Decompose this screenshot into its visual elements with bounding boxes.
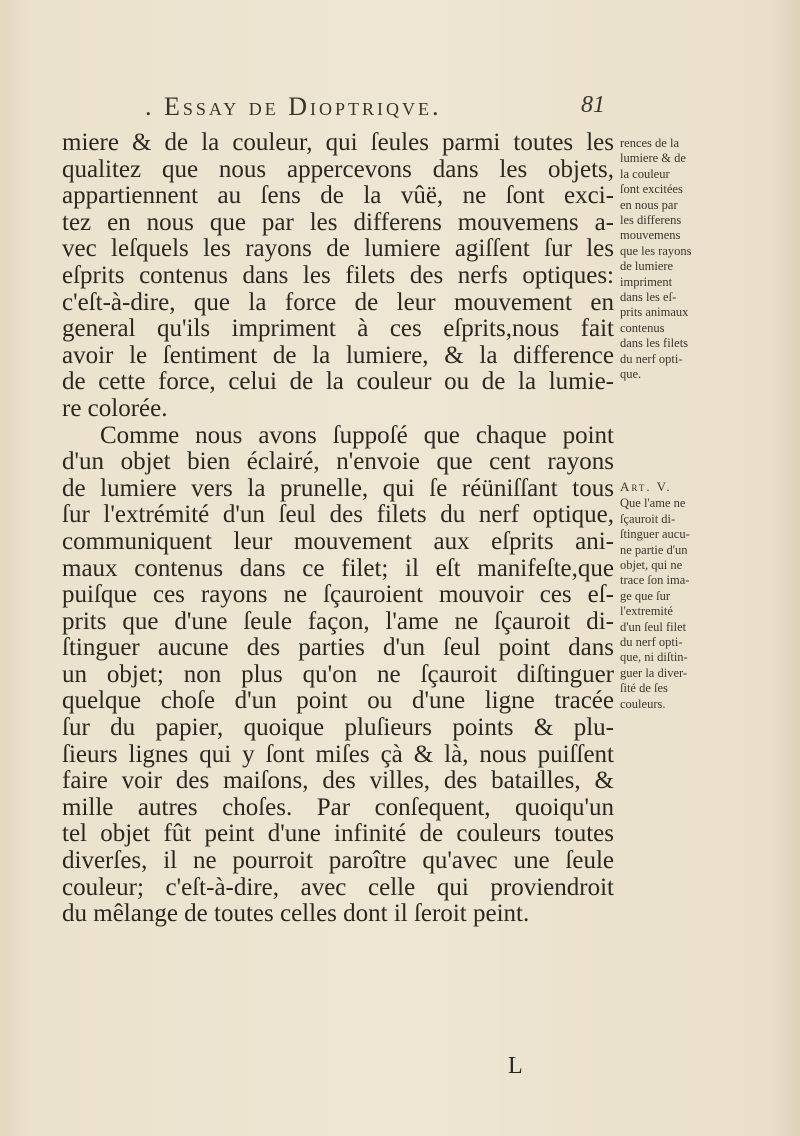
text-line: maux contenus dans ce filet; il eſt manifeſte,que	[62, 554, 614, 582]
text-line: tez en nous que par les differens mouvemens a-	[62, 208, 614, 236]
margin-note-line: que, ni diſtin-	[620, 650, 688, 665]
margin-note-line: dans les filets	[620, 336, 689, 351]
text-line: de lumiere vers la prunelle, qui ſe réüniſſant tous	[62, 474, 614, 502]
margin-note-line: impriment	[620, 274, 673, 289]
text-line: communiquent leur mouvement aux eſprits ani-	[62, 527, 614, 555]
margin-note-line: mouvemens	[620, 228, 681, 243]
text-line: qualitez que nous appercevons dans les objets,	[62, 155, 614, 183]
margin-note-line: ge que ſur	[620, 588, 670, 603]
text-line: miere & de la couleur, qui ſeules parmi toutes les	[62, 129, 614, 156]
signature-mark: L	[508, 1053, 523, 1079]
paragraph-start-line: Comme nous avons ſuppoſé que chaque point	[100, 421, 614, 449]
text-line: puiſque ces rayons ne ſçauroient mouvoir ces eſ-	[62, 581, 614, 609]
text-line: tel objet fût peint d'une infinité de couleurs toutes	[62, 820, 614, 848]
margin-note-line: lumiere & de	[620, 151, 686, 166]
text-line: un objet; non plus qu'on ne ſçauroit diſtinguer	[62, 660, 614, 688]
margin-note-line: du nerf opti-	[620, 635, 683, 650]
margin-note-line: ſité de ſes	[620, 681, 668, 696]
margin-note-article-v	[620, 479, 710, 712]
margin-note-line: contenus	[620, 320, 665, 335]
margin-note-line: rences de la	[620, 136, 679, 150]
article-heading: Art. V.	[620, 479, 672, 494]
text-line: ſur du papier, quoique pluſieurs points & plu-	[62, 714, 614, 742]
margin-note-light-color	[620, 136, 710, 383]
margin-note-line: en nous par	[620, 197, 678, 212]
text-line: avoir le ſentiment de la lumiere, & la difference	[62, 341, 614, 369]
text-line: quelque choſe d'un point ou d'une ligne tracée	[62, 687, 614, 715]
text-line: de cette force, celui de la couleur ou de la lumie-	[62, 368, 614, 396]
page-number: 81	[581, 92, 605, 118]
margin-note-line: guer la diver-	[620, 665, 688, 680]
margin-note-line: couleurs.	[620, 696, 666, 711]
margin-note-line: l'extremité	[620, 604, 673, 619]
text-line: du mêlange de toutes celles dont il ſeroit peint.	[62, 900, 530, 928]
margin-note-line: du nerf opti-	[620, 351, 683, 366]
margin-note-line: ne partie d'un	[620, 542, 688, 557]
main-text-block	[62, 130, 614, 928]
margin-note-line: prits animaux	[620, 305, 689, 320]
text-line: ſur l'extrémité d'un ſeul des filets du nerf optique,	[62, 501, 614, 529]
running-title: . Essay de Dioptriqve.	[145, 92, 442, 121]
margin-note-line: ſtinguer aucu-	[620, 527, 690, 542]
margin-note-line: de lumiere	[620, 259, 674, 274]
text-line: appartiennent au ſens de la vûë, ne ſont exci-	[62, 182, 614, 210]
margin-note-line: d'un ſeul filet	[620, 619, 687, 634]
text-line: faire voir des maiſons, des villes, des batailles, &	[62, 767, 614, 795]
text-line: couleur; c'eſt-à-dire, avec celle qui proviendroit	[62, 873, 614, 901]
text-line: ſtinguer aucune des parties d'un ſeul point dans	[62, 634, 614, 662]
margin-note-line: Que l'ame ne	[620, 496, 686, 511]
margin-note-line: objet, qui ne	[620, 558, 683, 573]
margin-note-line: que.	[620, 367, 642, 382]
text-line: general qu'ils impriment à ces eſprits,nous fait	[62, 315, 614, 343]
text-line: c'eſt-à-dire, que la force de leur mouvement en	[62, 288, 614, 316]
page-header	[145, 92, 605, 126]
text-line: eſprits contenus dans les filets des nerfs optiques:	[62, 261, 614, 289]
margin-note-line: ſont excitées	[620, 182, 683, 197]
margin-note-line: trace ſon ima-	[620, 573, 690, 588]
text-line: diverſes, il ne pourroit paroître qu'avec une ſeule	[62, 847, 614, 875]
margin-note-line: que les rayons	[620, 243, 692, 258]
margin-note-line: les differens	[620, 213, 682, 228]
text-line: re colorée.	[62, 394, 168, 422]
margin-note-line: ſçauroit di-	[620, 511, 676, 526]
text-line: mille autres choſes. Par conſequent, quoiqu'un	[62, 793, 614, 821]
text-line: ſieurs lignes qui y ſont miſes çà & là, nous puiſſent	[62, 740, 614, 768]
text-line: prits que d'une ſeule façon, l'ame ne ſçauroit di-	[62, 607, 614, 635]
margin-note-line: dans les eſ-	[620, 290, 677, 305]
text-line: vec leſquels les rayons de lumiere agiſſent ſur les	[62, 235, 614, 263]
margin-note-line: la couleur	[620, 166, 670, 181]
text-line: d'un objet bien éclairé, n'envoie que cent rayons	[62, 448, 614, 476]
